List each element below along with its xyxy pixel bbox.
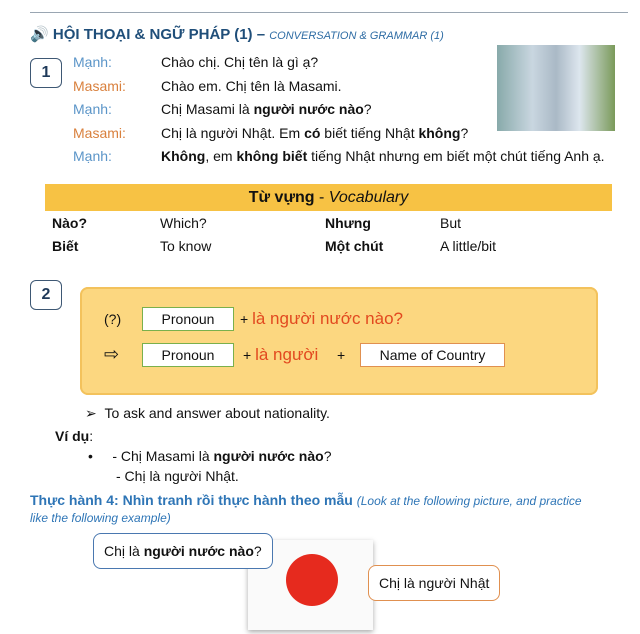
text: người nước nào [253,101,364,117]
text: Chị Masami là [161,101,254,117]
conversation-photo [497,45,615,131]
practice-title: Thực hành 4: Nhìn tranh rồi thực hành theo mẫu (Look at the following picture, and practice [30,492,582,508]
vocab-header: Từ vựng - Vocabulary [45,184,612,211]
answer-pattern: + là người [243,345,319,364]
vocab-term: Biết [52,238,79,254]
dialogue-line [161,101,372,117]
vocab-term: Nào? [52,215,87,231]
grammar-scroll [80,287,598,395]
text: tiếng Nhật nhưng em biết một chút tiếng Anh ạ. [307,148,605,164]
vocab-term: Nhưng [325,215,371,231]
country-box: Name of Country [360,343,505,367]
text: Chào chị. Chị tên là gì ạ? [161,54,319,70]
vocab-meaning: A little/bit [440,238,497,254]
dialogue-line [161,125,468,141]
plus: + [337,347,346,363]
speaker-name: Masami: [73,77,126,94]
vocab-meaning: Which? [160,215,207,231]
text: Không [161,148,206,164]
question-pattern: + là người nước nào? [240,309,403,328]
text: biết tiếng Nhật [320,124,419,141]
dialogue-line [161,78,342,94]
vocab-term: Một chút [325,238,384,254]
divider [30,12,628,13]
vocab-meaning: But [440,215,462,231]
speaker-icon[interactable]: 🔊 [30,26,49,43]
speaker-name: Mạnh: [73,54,112,70]
answer-bubble: Chị là người Nhật [368,565,500,601]
speaker-name: Mạnh: [73,148,112,164]
usage-note: ➢ To ask and answer about nationality. [85,405,330,421]
example-question: • - Chị Masami là người nước nào? [88,448,332,464]
practice-desc: like the following example) [30,511,171,525]
text: có [304,124,321,141]
question-bubble: Chị là người nước nào? [93,533,273,569]
dialogue-line [161,148,605,164]
pronoun-box: Pronoun [142,343,234,367]
example-answer: - Chị là người Nhật. [116,468,239,484]
arrow-icon: ⇨ [104,344,120,364]
dialogue-line [161,54,318,70]
text: Chị là người Nhật. Em [161,124,305,141]
text: Chào em. Chị tên là Masami. [161,77,342,94]
text: , em [205,148,237,164]
section-number: 1 [30,58,62,88]
section-heading: 🔊 HỘI THOẠI & NGỮ PHÁP (1) – CONVERSATION & GRAMMAR (1) [30,26,444,43]
section-number: 2 [30,280,62,310]
speaker-name: Mạnh: [73,101,112,117]
question-mark: (?) [104,311,122,327]
example-label: Ví dụ: [55,428,94,444]
text: không [418,124,461,141]
text: không biết [236,148,308,164]
text: ? [363,101,372,117]
text: ? [460,124,469,141]
vocab-meaning: To know [160,238,212,254]
pronoun-box: Pronoun [142,307,234,331]
speaker-name: Masami: [73,124,126,141]
